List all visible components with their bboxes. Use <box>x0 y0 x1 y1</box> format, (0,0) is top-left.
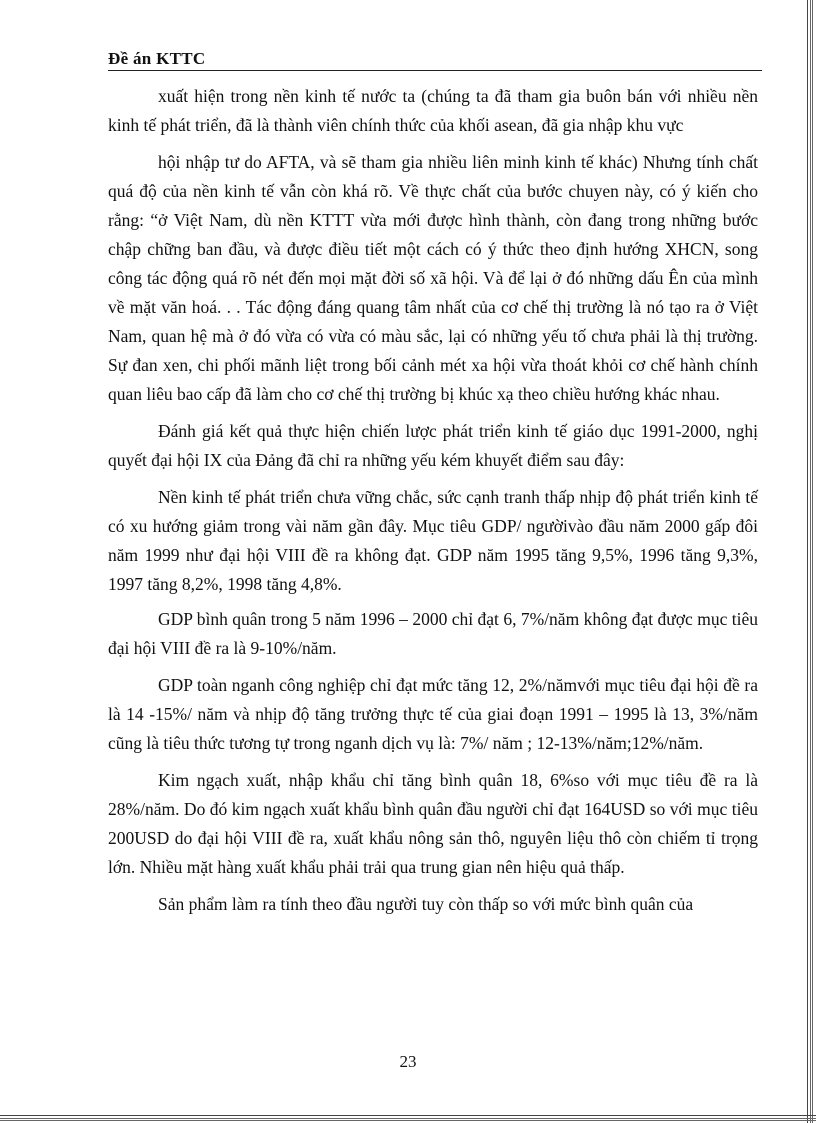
paragraph: Sản phẩm làm ra tính theo đầu người tuy còn thấp so với mức bình quân của <box>158 894 694 914</box>
page-number: 23 <box>399 1052 417 1071</box>
page-border-right <box>807 0 813 1123</box>
page-header <box>108 49 762 71</box>
page-border-bottom <box>0 1115 816 1121</box>
document-title: Đề án KTTC <box>108 49 206 68</box>
paragraph: hội nhập tư do AFTA, và sẽ tham gia nhiều liên minh kinh tế khác) Nhưng tính chất quá độ của nền kinh tế vẫn còn khá rõ. Về thực chất của bước chuyen này, có ý kiến cho rằng: “ở Việt Nam, dù nền KTTT vừa mới được hình thành, còn đang trong những bước chập chững ban đầu, và được điều tiết một cách có ý thức theo định hướng XHCN, song công tác động quá rõ nét đến mọi mặt đời số xã hội. Và để lại ở đó những dấu Ên của mình về mặt văn hoá. . . Tác động đáng quang tâm nhất của cơ chế thị trường là nó tạo ra ở Việt Nam, quan hệ mà ở đó vừa có vừa có màu sắc, lại có những yếu tố chưa phải là thị trường. Sự đan xen, chi phối mãnh liệt trong bối cảnh mét xa hội vừa thoát khỏi cơ chế hành chính quan liêu bao cấp đã làm cho cơ chế thị trường bị khúc xạ theo chiều hướng khác nhau. <box>108 152 758 404</box>
paragraph: Kim ngạch xuất, nhập khẩu chỉ tăng bình quân 18, 6%so với mục tiêu đề ra là 28%/năm. Do đó kim ngạch xuất khẩu bình quân đầu người chỉ đạt 164USD so với mục tiêu 200USD do đại hội VIII đề ra, xuất khẩu nông sản thô, nguyên liệu thô còn chiếm tỉ trọng lớn. Nhiều mặt hàng xuất khẩu phải trải qua trung gian nên hiệu quả thấp. <box>108 770 758 877</box>
paragraph: Đánh giá kết quả thực hiện chiến lược phát triển kinh tế giáo dục 1991-2000, nghị quyết đại hội IX của Đảng đã chỉ ra những yếu kém khuyết điểm sau đây: <box>108 421 758 470</box>
document-body <box>108 82 758 927</box>
paragraph: Nền kinh tế phát triển chưa vững chắc, sức cạnh tranh thấp nhịp độ phát triển kinh tế có xu hướng giảm trong vài năm gần đây. Mục tiêu GDP/ ngườivào đầu năm 2000 gấp đôi năm 1999 như đại hội VIII đề ra không đạt. GDP năm 1995 tăng 9,5%, 1996 tăng 9,3%, 1997 tăng 8,2%, 1998 tăng 4,8%. <box>108 487 758 594</box>
paragraph: GDP bình quân trong 5 năm 1996 – 2000 chỉ đạt 6, 7%/năm không đạt được mục tiêu đại hội VIII đề ra là 9-10%/năm. <box>108 609 758 658</box>
paragraph: xuất hiện trong nền kinh tế nước ta (chúng ta đã tham gia buôn bán với nhiều nền kinh tế phát triển, đã là thành viên chính thức của khối asean, đã gia nhập khu vực <box>108 86 758 135</box>
paragraph: GDP toàn nganh công nghiệp chỉ đạt mức tăng 12, 2%/nămvới mục tiêu đại hội đề ra là 14 -15%/ năm và nhịp độ tăng trưởng thực tế của giai đoạn 1991 – 1995 là 13, 3%/năm cũng là tiêu thức tương tự trong nganh dịch vụ là: 7%/ năm ; 12-13%/năm;12%/năm. <box>108 675 758 753</box>
